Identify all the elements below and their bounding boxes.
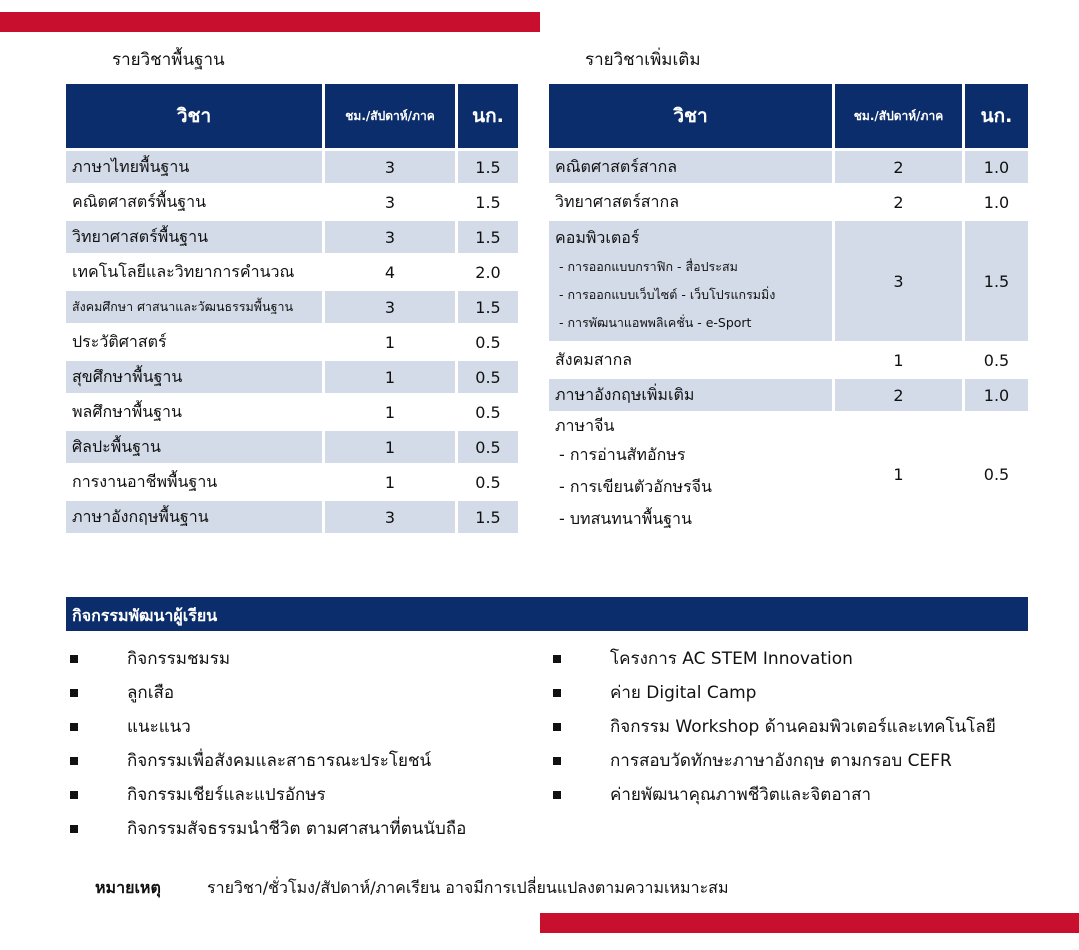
hours-cell: 3: [325, 151, 455, 183]
subject-cell: [66, 186, 322, 218]
credits-cell: 1.5: [458, 291, 518, 323]
table-row: [66, 326, 518, 358]
header-subject: วิชา: [549, 84, 832, 148]
hours-cell: 1: [384, 472, 396, 492]
subtopic-item: - บทสนทนาพื้นฐาน: [559, 509, 692, 528]
credits-cell: 0.5: [983, 465, 1010, 484]
core-subjects-title: รายวิชาพื้นฐาน: [112, 50, 225, 70]
list-item: [553, 712, 1053, 746]
table-row: [66, 466, 518, 498]
list-item: [70, 814, 540, 848]
subtopic-list: [555, 253, 826, 337]
subtopic-list: [555, 439, 826, 535]
hours-cell: 2: [835, 379, 962, 411]
subject-cell: [549, 221, 832, 341]
table-row: [66, 221, 518, 253]
subject-name: ภาษาอังกฤษพื้นฐาน: [72, 506, 209, 526]
credits-cell: 0.5: [983, 350, 1010, 370]
activities-list-left: [70, 644, 540, 848]
list-item: [70, 678, 540, 712]
subject-name: การงานอาชีพพื้นฐาน: [72, 471, 218, 491]
hours-cell: 1: [384, 402, 396, 422]
top-red-bar: [0, 12, 540, 32]
subject-name: วิทยาศาสตร์สากล: [555, 191, 680, 211]
list-item: [70, 746, 540, 780]
activity-label: กิจกรรมสัจธรรมนำชีวิต ตามศาสนาที่ตนนับถือ: [127, 819, 467, 839]
credits-cell: 1.0: [965, 379, 1028, 411]
hours-cell: 3: [325, 501, 455, 533]
activity-label: กิจกรรมชมรม: [127, 649, 231, 669]
square-bullet-icon: [553, 791, 561, 799]
hours-cell: 1: [325, 361, 455, 393]
subject-name: ศิลปะพื้นฐาน: [72, 436, 161, 456]
subtopic-item: - การออกแบบกราฟิก - สื่อประสม: [559, 258, 738, 274]
table-row: [549, 379, 1028, 411]
hours-cell: 1: [384, 332, 396, 352]
extra-table-body: [549, 151, 1028, 535]
subject-name: ภาษาจีน: [555, 416, 615, 435]
activities-list-right: [553, 644, 1053, 814]
subject-cell: [66, 291, 322, 323]
activity-label: กิจกรรมเชียร์และแปรอักษร: [127, 785, 326, 805]
subject-cell: [549, 379, 832, 411]
subject-name: สุขศึกษาพื้นฐาน: [72, 366, 183, 386]
credits-cell: 1.5: [475, 192, 501, 212]
list-item: [553, 780, 1053, 814]
activities-banner: กิจกรรมพัฒนาผู้เรียน: [66, 597, 1028, 631]
hours-cell: 3: [325, 291, 455, 323]
table-row: [66, 291, 518, 323]
hours-cell: 1: [893, 350, 904, 370]
subject-name: ภาษาอังกฤษเพิ่มเติม: [555, 384, 695, 404]
table-row: [549, 221, 1028, 341]
hours-cell: 3: [835, 221, 962, 341]
credits-cell: 0.5: [458, 361, 518, 393]
table-row: [66, 396, 518, 428]
subject-cell: [549, 344, 832, 376]
table-row: [549, 344, 1028, 376]
credits-cell: 1.5: [458, 221, 518, 253]
credits-cell: 1.5: [965, 221, 1028, 341]
credits-cell: 0.5: [475, 402, 501, 422]
subject-cell: [66, 501, 322, 533]
table-row: [66, 501, 518, 533]
subject-cell: [66, 151, 322, 183]
square-bullet-icon: [70, 723, 78, 731]
subject-cell: [549, 414, 832, 535]
subject-cell: [66, 256, 322, 288]
table-header-row: [549, 84, 1028, 148]
square-bullet-icon: [553, 723, 561, 731]
subject-name: วิทยาศาสตร์พื้นฐาน: [72, 226, 209, 246]
hours-cell: 3: [325, 221, 455, 253]
subtopic-item: - การเขียนตัวอักษรจีน: [559, 477, 712, 496]
square-bullet-icon: [70, 791, 78, 799]
list-item: [70, 644, 540, 678]
table-row: [66, 361, 518, 393]
activity-label: แนะแนว: [127, 717, 191, 737]
core-subjects-table: [63, 81, 521, 536]
credits-cell: 0.5: [475, 332, 501, 352]
square-bullet-icon: [70, 689, 78, 697]
header-credits: นก.: [458, 84, 518, 148]
table-row: [549, 151, 1028, 183]
table-row: [66, 431, 518, 463]
subtopic-item: - การออกแบบเว็บไซต์ - เว็บโปรแกรมมิ่ง: [559, 286, 776, 302]
header-subject: วิชา: [66, 84, 322, 148]
hours-cell: 4: [384, 262, 396, 282]
subject-cell: [549, 186, 832, 218]
activity-label: กิจกรรม Workshop ด้านคอมพิวเตอร์และเทคโนโลยี: [610, 717, 996, 737]
extra-subjects-title: รายวิชาเพิ่มเติม: [585, 50, 701, 70]
credits-cell: 1.0: [965, 151, 1028, 183]
table-header-row: [66, 84, 518, 148]
credits-cell: 1.5: [458, 151, 518, 183]
credits-cell: 0.5: [458, 431, 518, 463]
activity-label: ลูกเสือ: [127, 683, 175, 703]
list-item: [70, 712, 540, 746]
subject-name: พลศึกษาพื้นฐาน: [72, 401, 182, 421]
list-item: [553, 678, 1053, 712]
square-bullet-icon: [70, 825, 78, 833]
subtopic-item: - การอ่านสัทอักษร: [559, 445, 686, 464]
header-hours: ชม./สัปดาห์/ภาค: [835, 84, 962, 148]
subject-name: ภาษาไทยพื้นฐาน: [72, 156, 190, 176]
square-bullet-icon: [553, 689, 561, 697]
subject-cell: [549, 151, 832, 183]
table-row: [549, 186, 1028, 218]
table-row: [66, 151, 518, 183]
credits-cell: 1.0: [983, 192, 1010, 212]
subject-cell: [66, 466, 322, 498]
hours-cell: 2: [893, 192, 904, 212]
list-item: [70, 780, 540, 814]
subject-name: ประวัติศาสตร์: [72, 331, 167, 351]
hours-cell: 2: [835, 151, 962, 183]
list-item: [553, 644, 1053, 678]
square-bullet-icon: [70, 757, 78, 765]
header-credits: นก.: [965, 84, 1028, 148]
extra-subjects-table: [546, 81, 1031, 538]
hours-cell: 3: [384, 192, 396, 212]
note-label: หมายเหตุ: [95, 878, 161, 897]
subject-cell: [66, 326, 322, 358]
activity-label: กิจกรรมเพื่อสังคมและสาธารณะประโยชน์: [127, 751, 432, 771]
subject-cell: [66, 361, 322, 393]
activity-label: ค่ายพัฒนาคุณภาพชีวิตและจิตอาสา: [610, 785, 872, 805]
core-table-body: [66, 151, 518, 533]
subject-cell: [66, 396, 322, 428]
subject-name: คณิตศาสตร์พื้นฐาน: [72, 191, 207, 211]
table-row: [549, 414, 1028, 535]
subject-name: สังคมศึกษา ศาสนาและวัฒนธรรมพื้นฐาน: [72, 299, 294, 314]
activity-label: โครงการ AC STEM Innovation: [610, 649, 853, 669]
list-item: [553, 746, 1053, 780]
note-text: รายวิชา/ชั่วโมง/สัปดาห์/ภาคเรียน อาจมีการเปลี่ยนแปลงตามความเหมาะสม: [207, 878, 729, 897]
credits-cell: 1.5: [458, 501, 518, 533]
subject-cell: [66, 431, 322, 463]
table-row: [66, 186, 518, 218]
hours-cell: 1: [325, 431, 455, 463]
credits-cell: 0.5: [475, 472, 501, 492]
subtopic-item: - การพัฒนาแอพพลิเคชั่น - e-Sport: [559, 314, 752, 330]
subject-name: คอมพิวเตอร์: [555, 227, 640, 247]
credits-cell: 2.0: [475, 262, 501, 282]
square-bullet-icon: [70, 655, 78, 663]
subject-name: เทคโนโลยีและวิทยาการคำนวณ: [72, 261, 295, 281]
activity-label: การสอบวัดทักษะภาษาอังกฤษ ตามกรอบ CEFR: [610, 751, 952, 771]
subject-name: คณิตศาสตร์สากล: [555, 156, 678, 176]
subject-cell: [66, 221, 322, 253]
table-row: [66, 256, 518, 288]
hours-cell: 1: [893, 465, 904, 484]
header-hours: ชม./สัปดาห์/ภาค: [325, 84, 455, 148]
square-bullet-icon: [553, 655, 561, 663]
square-bullet-icon: [553, 757, 561, 765]
subject-name: สังคมสากล: [555, 349, 633, 369]
bottom-red-bar: [540, 913, 1079, 933]
activity-label: ค่าย Digital Camp: [610, 683, 757, 703]
